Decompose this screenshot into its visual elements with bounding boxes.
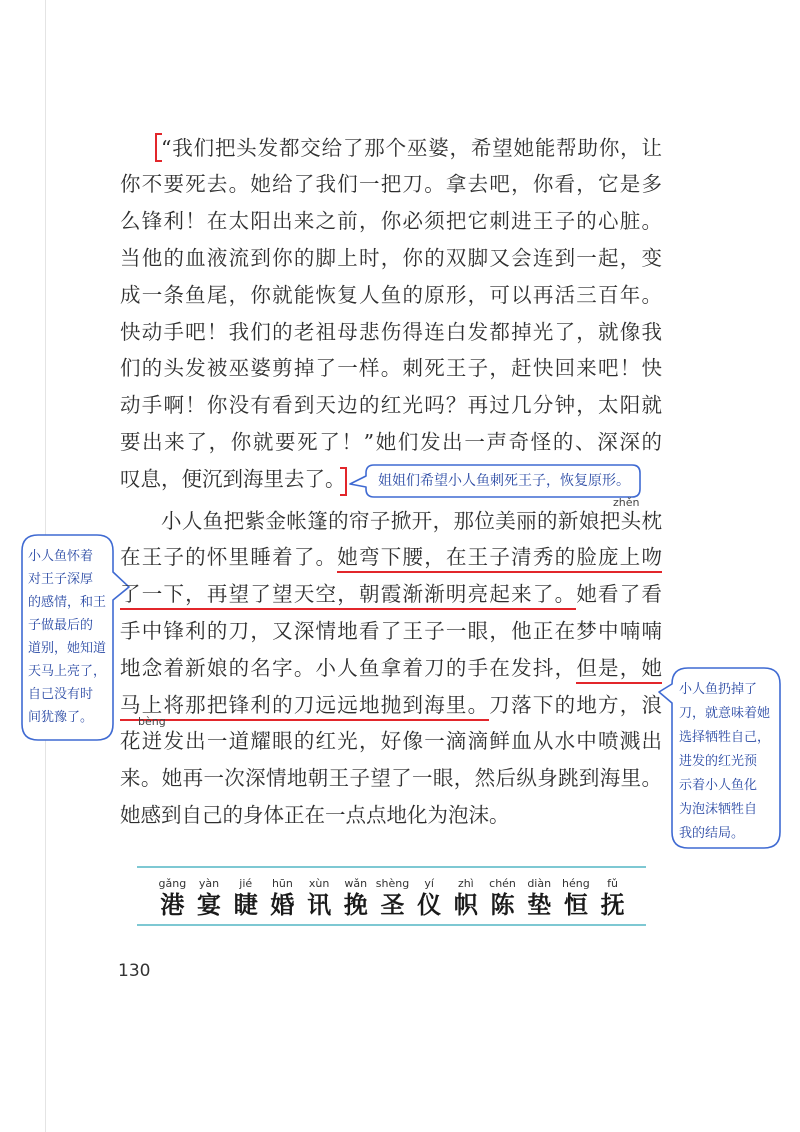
vocabulary-item — [374, 877, 411, 919]
vocabulary-character: 圣 — [380, 890, 405, 919]
callout-line: 间犹豫了。 — [28, 709, 94, 725]
vocabulary-item — [337, 877, 374, 919]
pinyin-label: chén — [489, 877, 516, 890]
text-line — [120, 314, 662, 351]
text-line — [120, 277, 662, 314]
pinyin-label: xùn — [308, 877, 330, 890]
vocabulary-character: 帜 — [453, 890, 478, 919]
pinyin-label: wǎn — [344, 877, 368, 890]
callout-line: 子做最后的 — [28, 617, 94, 633]
pinyin-gloss: zhěn — [613, 496, 640, 509]
text-segment: 她感到自己的身体正在一点点地化为泡沫。 — [120, 802, 510, 827]
text-line — [120, 130, 662, 167]
text-segment: 快动手吧！我们的老祖母悲伤得连白发都掉光了，就像我 — [120, 319, 662, 344]
callout-line: 选择牺牲自己， — [679, 730, 771, 745]
underlined-phrase: 她弯下腰，在王子清秀的脸庞上吻 — [337, 545, 662, 573]
underlined-phrase: 了一下，再望了望天空，朝霞渐渐明亮起来了。 — [120, 582, 576, 610]
pinyin-label: yàn — [198, 877, 220, 890]
vocabulary-character: 抚 — [600, 890, 625, 919]
text-segment: 她看了看 — [576, 582, 662, 607]
callout-line: 道别，她知道 — [28, 640, 107, 656]
vocabulary-item — [448, 877, 485, 919]
vocabulary-row — [154, 877, 631, 919]
vocabulary-character: 宴 — [197, 890, 222, 919]
pinyin-label: jié — [239, 877, 253, 890]
vocabulary-item — [594, 877, 631, 919]
callout-line: 天马上亮了， — [28, 663, 107, 679]
callout-line: 为泡沫牺牲自 — [679, 802, 758, 817]
vocabulary-box — [137, 866, 646, 926]
text-line — [120, 650, 662, 687]
text-segment: 动手啊！你没有看到天边的红光吗？再过几分钟，太阳就 — [120, 393, 662, 418]
pinyin-label: héng — [562, 877, 590, 890]
page-number: 130 — [118, 961, 151, 981]
vocabulary-character: 陈 — [490, 890, 515, 919]
text-line — [120, 203, 662, 240]
text-line — [120, 387, 662, 424]
text-segment: 在王子的怀里睡着了。 — [120, 545, 338, 570]
callout-line: 小人鱼怀着 — [28, 548, 94, 564]
callout-note-left — [28, 545, 112, 729]
text-segment: 花迸发出一道耀眼的红光，好像一滴滴鲜血从水中喷溅出 — [120, 729, 662, 754]
text-segment: 地念着新娘的名字。小人鱼拿着刀的手在发抖， — [120, 655, 577, 680]
callout-note-right — [679, 678, 779, 846]
pinyin-label: diàn — [527, 877, 552, 890]
vocabulary-character: 讯 — [307, 890, 332, 919]
pinyin-label: zhì — [457, 877, 474, 890]
text-line — [120, 503, 662, 540]
paragraph-2 — [120, 503, 662, 834]
underlined-phrase: 马上将那把锋利的刀远远地抛到海里。 — [120, 693, 489, 721]
text-line — [120, 797, 662, 834]
callout-note-top: 姐姐们希望小人鱼刺死王子，恢复原形。 — [378, 473, 630, 489]
text-segment: 当他的血液流到你的脚上时，你的双脚又会连到一起，变 — [120, 245, 662, 270]
pinyin-label: fǔ — [607, 877, 619, 890]
underlined-phrase: 但是，她 — [576, 656, 662, 684]
pinyin-label: hūn — [271, 877, 293, 890]
pinyin-label: yí — [424, 877, 434, 890]
text-segment: 小人鱼把紫金帐篷的帘子掀开，那位美丽的新娘把头枕 — [161, 508, 662, 533]
callout-line: 刀，就意味着她 — [679, 706, 771, 721]
pinyin-label: gǎng — [158, 877, 187, 890]
text-line — [120, 723, 662, 760]
vocabulary-item — [484, 877, 521, 919]
text-line — [120, 576, 662, 613]
callout-line: 我的结局。 — [679, 826, 745, 841]
vocabulary-character: 婚 — [270, 890, 295, 919]
vocabulary-item — [411, 877, 448, 919]
callout-line: 对王子深厚 — [28, 571, 94, 587]
vocabulary-character: 挽 — [343, 890, 368, 919]
text-line — [120, 613, 662, 650]
text-segment: “我们把头发都交给了那个巫婆，希望她能帮助你，让 — [161, 135, 662, 160]
callout-line: 示着小人鱼化 — [679, 778, 758, 793]
text-segment: 刀落下的地方，浪 — [489, 692, 663, 717]
text-segment: 手中锋利的刀，又深情地看了王子一眼，他正在梦中喃喃 — [120, 618, 662, 643]
text-segment: 们的头发被巫婆剪掉了一样。刺死王子，赶快回来吧！快 — [120, 356, 662, 381]
callout-line: 进发的红光预 — [679, 754, 758, 769]
text-line — [120, 350, 662, 387]
vocabulary-item — [521, 877, 558, 919]
pinyin-label: shèng — [375, 877, 410, 890]
paragraph-1 — [120, 130, 662, 498]
text-segment: 叹息，便沉到海里去了。 — [120, 466, 346, 491]
text-segment: 成一条鱼尾，你就能恢复人鱼的原形，可以再活三百年。 — [120, 282, 662, 307]
vocabulary-character: 港 — [160, 890, 185, 919]
text-segment: 要出来了，你就要死了！”她们发出一声奇怪的、深深的 — [120, 429, 662, 454]
text-line — [120, 240, 662, 277]
callout-line: 的感情，和王 — [28, 594, 107, 610]
vocabulary-character: 恒 — [563, 890, 588, 919]
text-line — [120, 687, 662, 724]
vocabulary-item — [301, 877, 338, 919]
callout-line: 自己没有时 — [28, 686, 94, 702]
vocabulary-item — [264, 877, 301, 919]
text-segment: 你不要死去。她给了我们一把刀。拿去吧，你看，它是多 — [120, 172, 662, 197]
text-line — [120, 539, 662, 576]
pinyin-gloss: bèng — [138, 715, 166, 728]
text-line — [120, 424, 662, 461]
vocabulary-item — [191, 877, 228, 919]
vocabulary-item — [227, 877, 264, 919]
text-line — [120, 760, 662, 797]
vocabulary-character: 睫 — [233, 890, 258, 919]
vocabulary-character: 仪 — [417, 890, 442, 919]
vocabulary-item — [154, 877, 191, 919]
callout-line: 小人鱼扔掉了 — [679, 682, 758, 697]
text-segment: 来。她再一次深情地朝王子望了一眼，然后纵身跳到海里。 — [120, 766, 662, 791]
vocabulary-item — [558, 877, 595, 919]
vocabulary-character: 垫 — [527, 890, 552, 919]
text-segment: 么锋利！在太阳出来之前，你必须把它刺进王子的心脏。 — [120, 209, 662, 234]
text-line — [120, 166, 662, 203]
